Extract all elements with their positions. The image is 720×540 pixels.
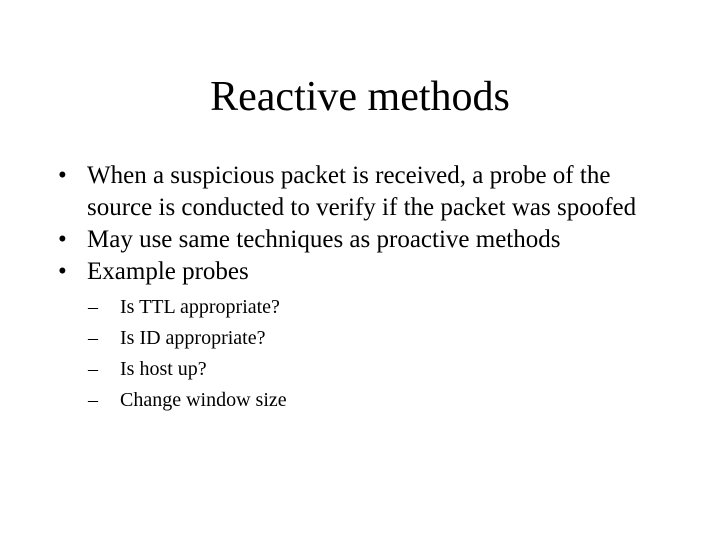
bullet-marker: • <box>58 226 67 253</box>
bullet-marker: • <box>58 162 67 189</box>
sub-bullet-text: Is ID appropriate? <box>120 327 266 349</box>
sub-bullet-marker: – <box>88 389 98 411</box>
bullet-marker: • <box>58 258 67 285</box>
bullet-text: May use same techniques as proactive methods <box>87 226 561 253</box>
sub-bullet-item <box>88 385 658 416</box>
sub-bullet-item <box>88 354 658 385</box>
bullet-item <box>58 256 658 288</box>
sub-bullet-item <box>88 323 658 354</box>
slide-title: Reactive methods <box>210 74 510 120</box>
sub-bullet-item <box>88 292 658 323</box>
sub-bullet-text: Is TTL appropriate? <box>120 296 280 318</box>
sub-bullet-marker: – <box>88 296 98 318</box>
bullet-list <box>58 160 658 416</box>
sub-bullet-text: Change window size <box>120 389 287 411</box>
sub-bullet-list <box>58 292 658 416</box>
sub-bullet-marker: – <box>88 358 98 380</box>
bullet-text: When a suspicious packet is received, a probe of the source is conducted to verify if the packet was spoofed <box>87 162 637 221</box>
bullet-item <box>58 160 658 224</box>
bullet-item <box>58 224 658 256</box>
sub-bullet-marker: – <box>88 327 98 349</box>
bullet-text: Example probes <box>87 258 249 285</box>
sub-bullet-text: Is host up? <box>120 358 207 380</box>
